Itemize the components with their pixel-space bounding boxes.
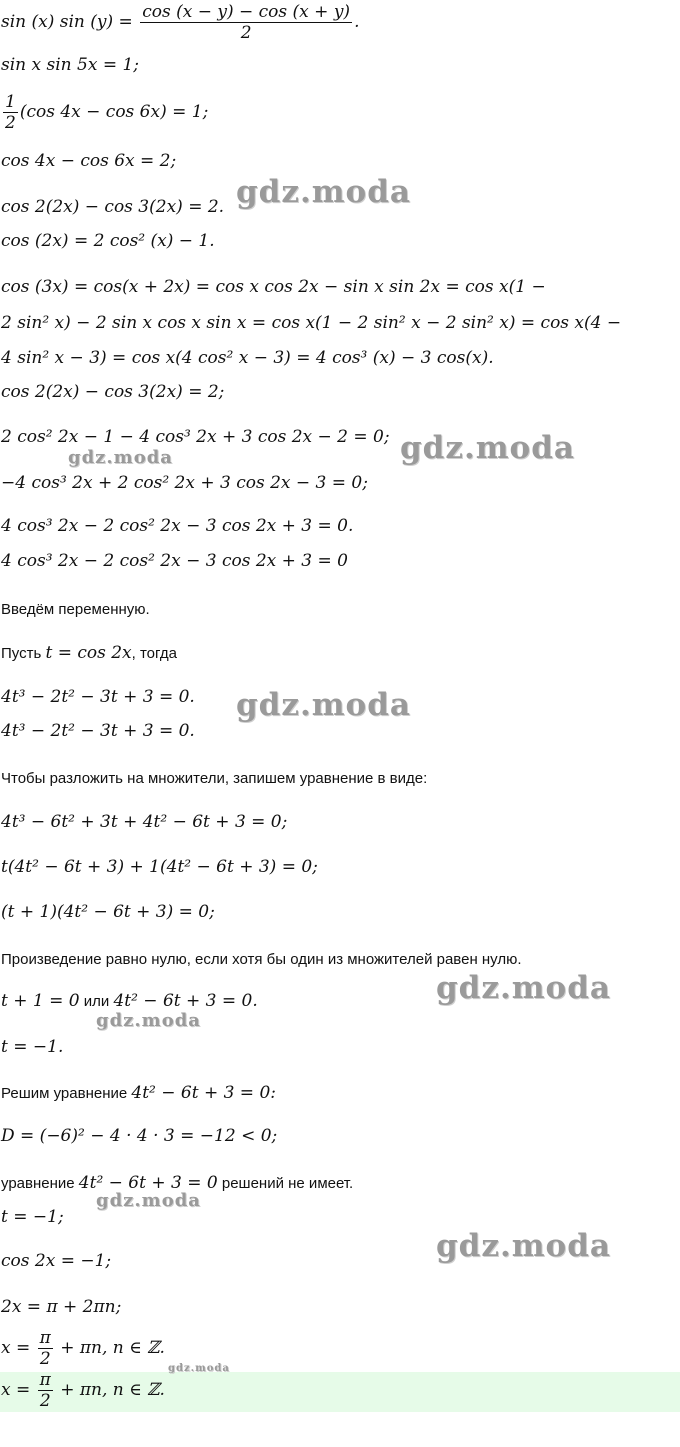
math-suffix: (cos 4x − cos 6x) = 1; <box>19 102 209 122</box>
math-line: D = (−6)² − 4 · 4 · 3 = −12 < 0; <box>1 1126 278 1146</box>
fraction-denominator: 2 <box>5 113 16 133</box>
watermark: gdz.moda <box>96 1190 201 1211</box>
fraction-numerator: π <box>39 1328 51 1348</box>
solution-line-15 <box>1 598 150 621</box>
math-prefix: x = <box>1 1380 36 1400</box>
solution-line-3 <box>1 92 208 133</box>
solution-line-22 <box>1 901 215 923</box>
solution-line-33 <box>1 1370 165 1411</box>
solution-line-7 <box>1 276 546 298</box>
fraction-numerator: 1 <box>5 92 16 112</box>
math-line: 4t³ − 6t² + 3t + 4t² − 6t + 3 = 0; <box>1 812 288 832</box>
math-suffix: + πn, n ∈ ℤ. <box>54 1380 165 1400</box>
math-line: 4 cos³ 2x − 2 cos² 2x − 3 cos 2x + 3 = 0 <box>1 551 348 571</box>
math-line: sin x sin 5x = 1; <box>1 55 140 75</box>
math-line: 4t³ − 2t² − 3t + 3 = 0. <box>1 687 195 707</box>
math-line: cos 2(2x) − cos 3(2x) = 2. <box>1 197 225 217</box>
solution-line-14 <box>1 550 348 572</box>
math-line: 4 cos³ 2x − 2 cos² 2x − 3 cos 2x + 3 = 0. <box>1 516 354 536</box>
solution-line-17 <box>1 686 195 708</box>
solution-line-29 <box>1 1206 64 1228</box>
fraction <box>38 1328 53 1369</box>
fraction-denominator: 2 <box>39 1391 51 1411</box>
math-segment: t + 1 = 0 <box>1 991 80 1011</box>
math-line: −4 cos³ 2x + 2 cos² 2x + 3 cos 2x − 3 = 0; <box>1 473 368 493</box>
math-line: 2 sin² x) − 2 sin x cos x sin x = cos x(1 − 2 sin² x − 2 sin² x) = cos x(4 − <box>1 313 622 333</box>
watermark: gdz.moda <box>436 970 611 1006</box>
watermark: gdz.moda <box>436 1228 611 1264</box>
solution-line-4 <box>1 150 176 172</box>
text-segment: или <box>79 993 114 1010</box>
text-line: Произведение равно нулю, если хотя бы один из множителей равен нулю. <box>1 951 522 968</box>
math-prefix: x = <box>1 1338 36 1358</box>
fraction-denominator: 2 <box>240 23 252 43</box>
fraction <box>3 92 18 133</box>
solution-line-21 <box>1 856 318 878</box>
solution-line-20 <box>1 811 287 833</box>
solution-line-10 <box>1 381 224 403</box>
math-line: 4 sin² x − 3) = cos x(4 cos² x − 3) = 4 cos³ (x) − 3 cos(x). <box>1 348 494 368</box>
math-line: (t + 1)(4t² − 6t + 3) = 0; <box>1 902 215 922</box>
math-line: 2 cos² 2x − 1 − 4 cos³ 2x + 3 cos 2x − 2 = 0; <box>1 427 390 447</box>
solution-line-13 <box>1 515 353 537</box>
math-line: t = −1; <box>1 1207 64 1227</box>
solution-line-31 <box>1 1296 121 1318</box>
solution-line-30 <box>1 1250 111 1272</box>
text-segment: Решим уравнение <box>1 1085 132 1102</box>
fraction-numerator: π <box>39 1370 51 1390</box>
solution-line-25 <box>1 1036 63 1058</box>
solution-line-8 <box>1 312 621 334</box>
solution-line-5 <box>1 196 224 218</box>
math-line: 4t³ − 2t² − 3t + 3 = 0. <box>1 721 195 741</box>
solution-line-12 <box>1 472 368 494</box>
solution-line-2 <box>1 54 139 76</box>
solution-line-32 <box>1 1328 165 1369</box>
fraction-numerator: cos (x − y) − cos (x + y) <box>142 2 351 22</box>
watermark: gdz.moda <box>96 1010 201 1031</box>
solution-line-27 <box>1 1125 277 1147</box>
text-segment: уравнение <box>1 1175 79 1192</box>
math-suffix: . <box>354 12 360 32</box>
math-segment: t = cos 2x <box>45 643 132 663</box>
solution-line-23 <box>1 948 522 971</box>
watermark: gdz.moda <box>236 174 411 210</box>
solution-line-18 <box>1 720 195 742</box>
math-line: 2x = π + 2πn; <box>1 1297 122 1317</box>
math-segment: 4t² − 6t + 3 = 0: <box>131 1083 276 1103</box>
math-line: cos 2(2x) − cos 3(2x) = 2; <box>1 382 225 402</box>
math-prefix: sin (x) sin (y) = <box>1 12 139 32</box>
fraction <box>38 1370 53 1411</box>
math-line: t = −1. <box>1 1037 64 1057</box>
solution-line-1 <box>1 2 359 43</box>
solution-line-16 <box>1 642 177 665</box>
math-line: cos (2x) = 2 cos² (x) − 1. <box>1 231 215 251</box>
text-segment: Пусть <box>1 645 46 662</box>
solution-line-11 <box>1 426 390 448</box>
text-line: Чтобы разложить на множители, запишем уравнение в виде: <box>1 770 428 787</box>
fraction <box>140 2 352 43</box>
solution-line-9 <box>1 347 494 369</box>
math-line: cos 4x − cos 6x = 2; <box>1 151 177 171</box>
watermark: gdz.moda <box>68 447 173 468</box>
watermark: gdz.moda <box>236 687 411 723</box>
text-segment: решений не имеет. <box>217 1175 354 1192</box>
solution-line-6 <box>1 230 215 252</box>
math-suffix: + πn, n ∈ ℤ. <box>54 1338 165 1358</box>
solution-line-26 <box>1 1082 276 1105</box>
math-line: cos 2x = −1; <box>1 1251 112 1271</box>
text-line: Введём переменную. <box>1 601 150 618</box>
math-line: t(4t² − 6t + 3) + 1(4t² − 6t + 3) = 0; <box>1 857 318 877</box>
watermark: gdz.moda <box>168 1363 230 1374</box>
math-line: cos (3x) = cos(x + 2x) = cos x cos 2x − sin x sin 2x = cos x(1 − <box>1 277 546 297</box>
solution-line-19 <box>1 767 427 790</box>
math-segment: 4t² − 6t + 3 = 0. <box>113 991 258 1011</box>
math-segment: 4t² − 6t + 3 = 0 <box>78 1173 218 1193</box>
text-segment: , тогда <box>131 645 177 662</box>
watermark: gdz.moda <box>400 430 575 466</box>
fraction-denominator: 2 <box>39 1349 51 1369</box>
